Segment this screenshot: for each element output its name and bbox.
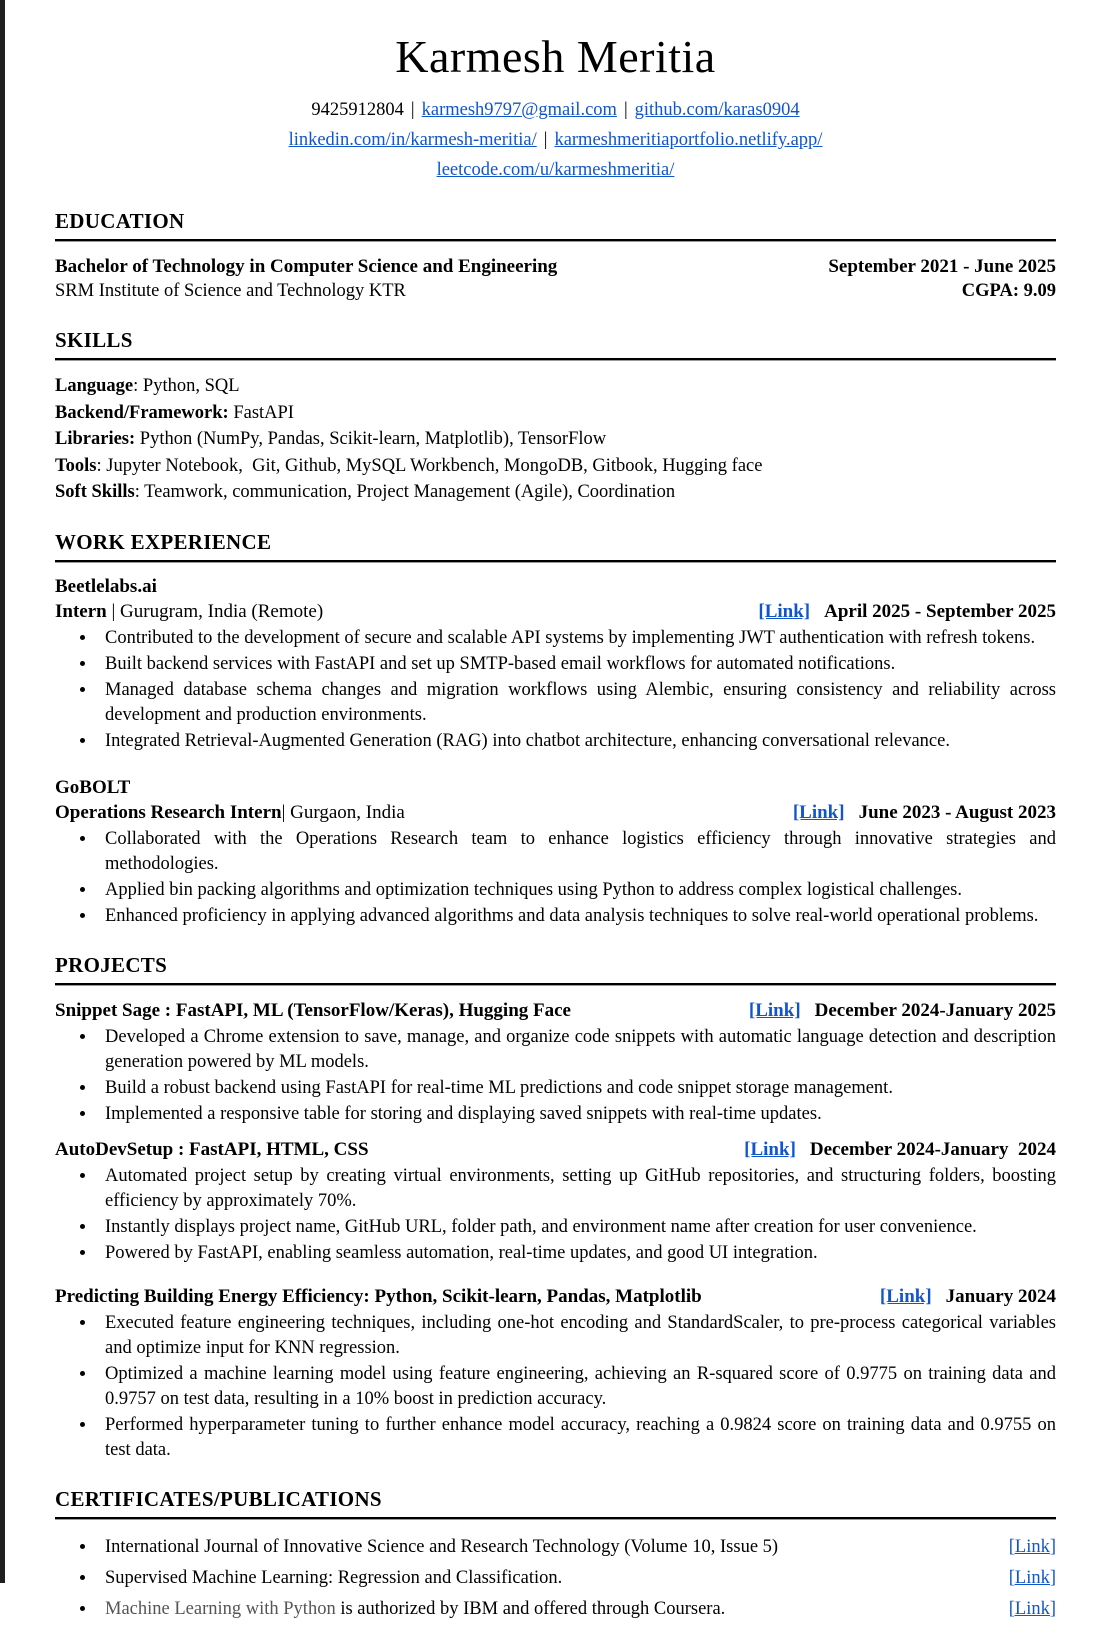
spacer	[55, 764, 1056, 772]
project-dates: December 2024-January 2025	[814, 999, 1056, 1021]
skill-label: Backend/Framework:	[55, 402, 229, 423]
job-bullet: • Applied bin packing algorithms and optimization techniques using Python to address complex logistical challenges.	[97, 878, 1056, 903]
project-bullet: • Automated project setup by creating virtual environments, setting up GitHub repositories, and structuring folders, boosting efficiency by approximately 70%.	[97, 1164, 1056, 1214]
job-header-row	[55, 599, 1056, 624]
school-name: SRM Institute of Science and Technology KTR	[55, 281, 406, 301]
job-bullet: • Contributed to the development of secure and scalable API systems by implementing JWT authentication with refresh tokens.	[97, 626, 1056, 651]
certificate-text-rest: is authorized by IBM and offered through Coursera.	[335, 1598, 726, 1619]
person-name: Karmesh Meritia	[395, 31, 716, 82]
project-bullet: • Powered by FastAPI, enabling seamless automation, real-time updates, and good UI integration.	[97, 1241, 1056, 1266]
certificate-text	[105, 1594, 725, 1625]
separator: |	[410, 100, 415, 120]
job-bullet: • Enhanced proficiency in applying advanced algorithms and data analysis techniques to solve real-world operational problems.	[97, 904, 1056, 929]
skill-line-language	[55, 373, 1056, 400]
job-location: | Gurgaon, India	[281, 801, 405, 823]
education-row-2	[55, 279, 1056, 304]
project-title: Predicting Building Energy Efficiency: Python, Scikit-learn, Pandas, Matplotlib	[55, 1285, 702, 1307]
certificate-text: • Supervised Machine Learning: Regression and Classification.	[105, 1567, 563, 1588]
project-header-row	[55, 1284, 1056, 1309]
certificate-item	[97, 1594, 1056, 1625]
project-bullet-list	[55, 1164, 1056, 1266]
certificates-heading: CERTIFICATES/PUBLICATIONS	[55, 1486, 382, 1511]
skill-values: : Python, SQL	[133, 376, 240, 396]
project-title: AutoDevSetup : FastAPI, HTML, CSS	[55, 1138, 369, 1160]
work-experience-section	[55, 530, 1056, 929]
work-experience-heading: WORK EXPERIENCE	[55, 529, 272, 554]
job-gobolt	[55, 776, 1056, 929]
portfolio-link[interactable]: karmeshmeritiaportfolio.netlify.app/	[554, 130, 823, 150]
skill-line-libraries	[55, 426, 1056, 453]
certificate-item	[97, 1563, 1056, 1594]
job-role-location	[55, 599, 323, 624]
section-divider	[55, 358, 1056, 361]
job-role-location	[55, 800, 405, 825]
page-left-border	[0, 0, 5, 1583]
certificates-section	[55, 1487, 1056, 1625]
project-bullet: • Implemented a responsive table for storing and displaying saved snippets with real-time updates.	[97, 1102, 1056, 1127]
job-bullet: • Integrated Retrieval-Augmented Generation (RAG) into chatbot architecture, enhancing conversational relevance.	[97, 729, 1056, 754]
project-bullet: • Executed feature engineering techniques, including one-hot encoding and StandardScaler, to pre-process categorical variables and optimize input for KNN regression.	[97, 1311, 1056, 1361]
job-bullet: • Managed database schema changes and migration workflows using Alembic, ensuring consistency and reliability across development and production environments.	[97, 678, 1056, 728]
github-link[interactable]: github.com/karas0904	[634, 100, 800, 120]
skill-label: Tools	[55, 455, 97, 476]
certificate-item	[97, 1532, 1056, 1563]
certificate-link[interactable]: [Link]	[1008, 1598, 1056, 1619]
certificate-link[interactable]: [Link]	[1008, 1567, 1056, 1588]
skill-line-softskills	[55, 479, 1056, 506]
education-dates: September 2021 - June 2025	[828, 256, 1056, 277]
skill-line-tools	[55, 453, 1056, 480]
project-snippet-sage	[55, 998, 1056, 1127]
project-bullet: • Build a robust backend using FastAPI for real-time ML predictions and code snippet storage management.	[97, 1076, 1056, 1101]
project-bullet-list	[55, 1025, 1056, 1127]
project-bullet-list	[55, 1311, 1056, 1463]
job-bullet: • Collaborated with the Operations Research team to enhance logistics efficiency through innovative strategies and methodologies.	[97, 827, 1056, 877]
project-header-row	[55, 998, 1056, 1023]
contact-block	[55, 95, 1056, 185]
project-link[interactable]: [Link]	[748, 999, 801, 1021]
job-header-row	[55, 800, 1056, 825]
section-divider	[55, 239, 1056, 242]
contact-line-1	[55, 95, 1056, 125]
job-link[interactable]: [Link]	[758, 600, 811, 622]
skill-values: FastAPI	[228, 402, 294, 423]
skill-label: Libraries:	[55, 429, 136, 449]
leetcode-link[interactable]: leetcode.com/u/karmeshmeritia/	[436, 160, 675, 180]
section-divider	[55, 560, 1056, 563]
certificate-text: • International Journal of Innovative Science and Research Technology (Volume 10, Issue 5)	[105, 1536, 779, 1557]
skill-label: Soft Skills	[55, 482, 135, 502]
education-row-1	[55, 254, 1056, 279]
project-dates: December 2024-January 2024	[809, 1138, 1056, 1160]
job-role: Intern	[55, 600, 107, 622]
project-dates: January 2024	[945, 1285, 1056, 1307]
separator: |	[623, 100, 628, 120]
linkedin-link[interactable]: linkedin.com/in/karmesh-meritia/	[288, 130, 537, 150]
section-divider	[55, 1517, 1056, 1520]
degree-title: Bachelor of Technology in Computer Science and Engineering	[55, 256, 558, 277]
job-bullet-list	[55, 827, 1056, 929]
projects-heading: PROJECTS	[55, 952, 168, 977]
skill-values: Python (NumPy, Pandas, Scikit-learn, Matplotlib), TensorFlow	[135, 429, 607, 449]
project-title: Snippet Sage : FastAPI, ML (TensorFlow/Keras), Hugging Face	[55, 999, 571, 1021]
company-name: Beetlelabs.ai	[55, 575, 157, 597]
job-dates: June 2023 - August 2023	[858, 801, 1056, 823]
skill-values: : Jupyter Notebook, Git, Github, MySQL Workbench, MongoDB, Gitbook, Hugging face	[96, 455, 763, 476]
project-energy-efficiency	[55, 1284, 1056, 1463]
contact-line-3	[55, 155, 1056, 185]
certificate-link[interactable]: [Link]	[1008, 1536, 1056, 1557]
phone-number: 9425912804	[311, 100, 404, 120]
job-location: | Gurugram, India (Remote)	[106, 600, 324, 622]
section-divider	[55, 983, 1056, 986]
separator: |	[543, 130, 548, 150]
cgpa-value: CGPA: 9.09	[961, 281, 1056, 301]
skill-values: : Teamwork, communication, Project Management (Agile), Coordination	[134, 482, 676, 502]
skill-label: Language	[55, 376, 134, 396]
education-heading: EDUCATION	[55, 209, 185, 233]
spacer	[55, 1276, 1056, 1284]
skills-heading: SKILLS	[55, 328, 133, 352]
project-bullet: • Instantly displays project name, GitHub URL, folder path, and environment name after creation for user convenience.	[97, 1215, 1056, 1240]
project-bullet: • Developed a Chrome extension to save, manage, and organize code snippets with automatic language detection and description generation powered by ML models.	[97, 1025, 1056, 1075]
skills-section	[55, 328, 1056, 506]
contact-line-2	[55, 125, 1056, 155]
job-link[interactable]: [Link]	[792, 801, 845, 823]
education-section	[55, 209, 1056, 304]
job-beetlelabs	[55, 575, 1056, 754]
job-role: Operations Research Intern	[55, 801, 282, 823]
project-bullet: • Optimized a machine learning model using feature engineering, achieving an R-squared score of 0.9775 on training data and 0.9757 on test data, resulting in a 10% boost in prediction accuracy.	[97, 1362, 1056, 1412]
project-header-row	[55, 1137, 1056, 1162]
job-dates: April 2025 - September 2025	[824, 600, 1056, 622]
project-link[interactable]: [Link]	[879, 1285, 932, 1307]
job-bullet-list	[55, 626, 1056, 754]
certificate-course-name: Machine Learning with Python	[105, 1598, 336, 1619]
skill-line-backend	[55, 400, 1056, 427]
project-link[interactable]: [Link]	[744, 1138, 796, 1160]
job-bullet: • Built backend services with FastAPI and set up SMTP-based email workflows for automated notifications.	[97, 652, 1056, 677]
project-bullet: • Performed hyperparameter tuning to further enhance model accuracy, reaching a 0.9824 score on training data and 0.9755 on test data.	[97, 1413, 1056, 1463]
project-autodevsetup	[55, 1137, 1056, 1266]
projects-section	[55, 953, 1056, 1463]
company-name: GoBOLT	[55, 776, 131, 798]
email-link[interactable]: karmesh9797@gmail.com	[421, 100, 617, 120]
certificate-list	[55, 1532, 1056, 1625]
